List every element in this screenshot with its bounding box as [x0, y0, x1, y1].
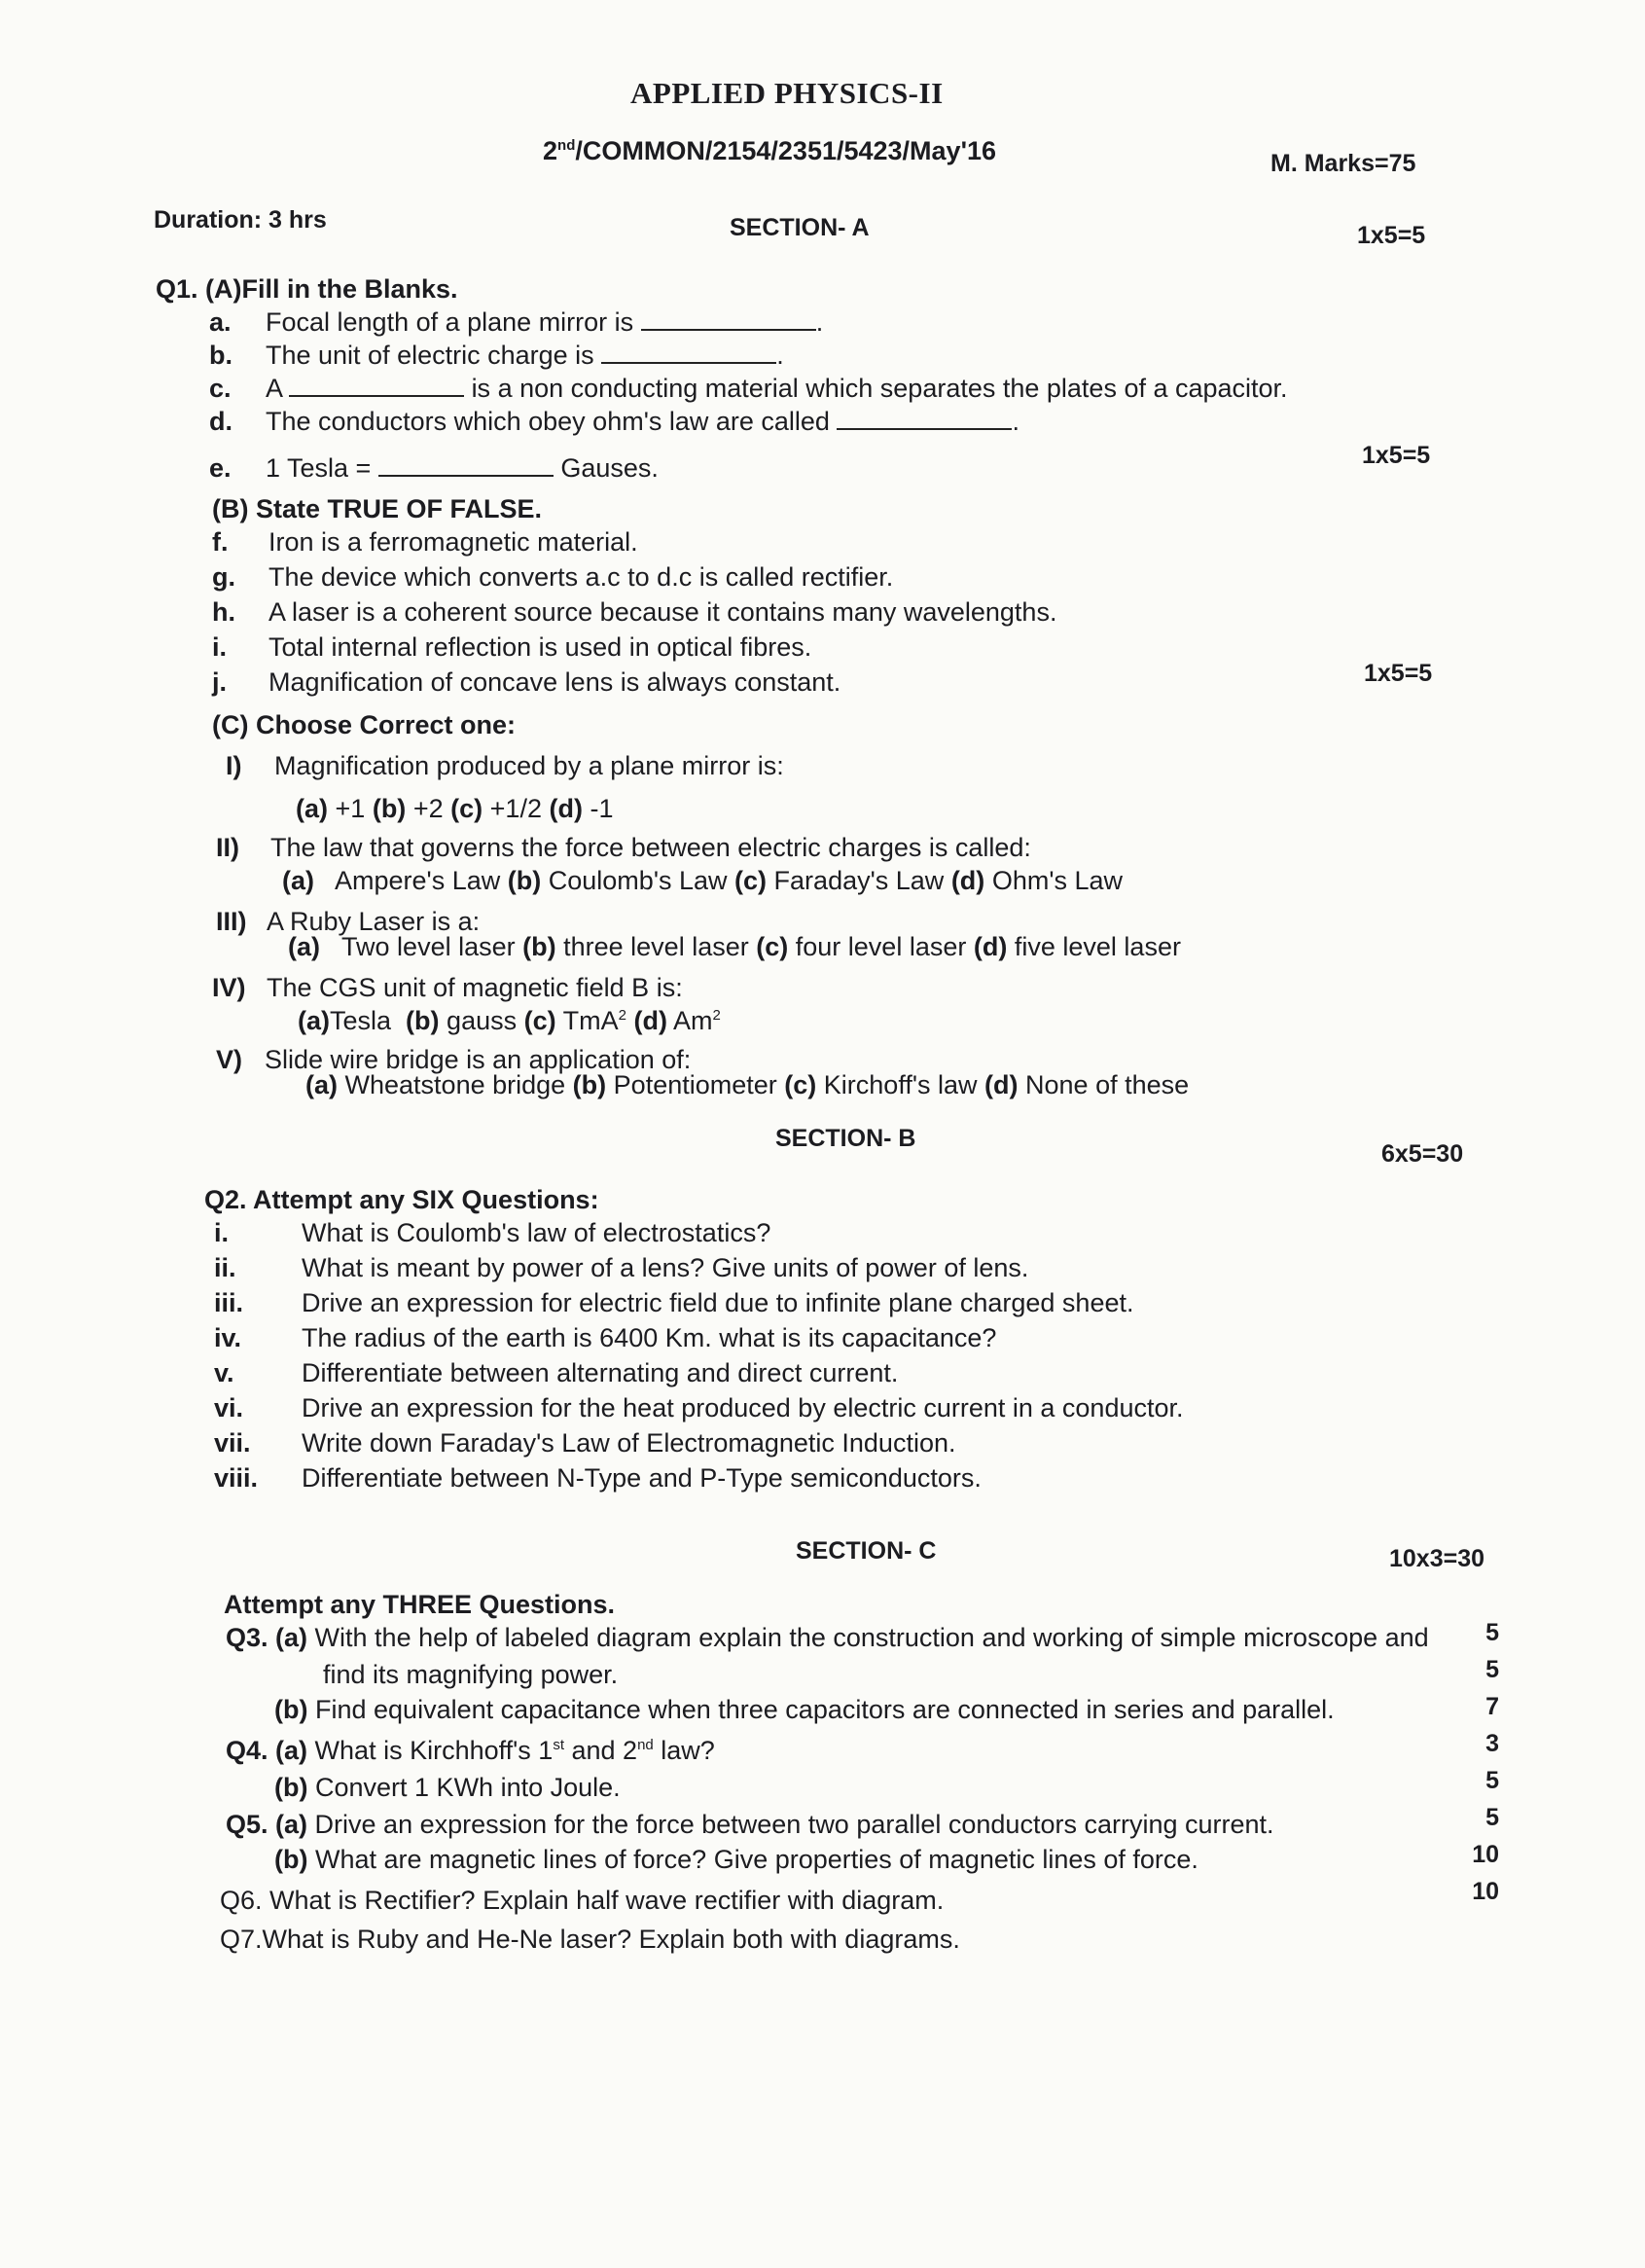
- section-b-marks: 6x5=30: [1381, 1140, 1464, 1168]
- mark-value: 7: [1485, 1693, 1499, 1720]
- q1-title: Q1. (A)Fill in the Blanks.: [156, 274, 458, 304]
- tf-item: h. A laser is a coherent source because it contains many wavelengths.: [212, 597, 1057, 627]
- q2-title: Q2. Attempt any SIX Questions:: [204, 1185, 599, 1214]
- mcq-options: (a) +1 (b) +2 (c) +1/2 (d) -1: [296, 794, 614, 823]
- mcq-options: (a) Two level laser (b) three level laser (c) four level laser (d) five level laser: [288, 932, 1181, 961]
- mark-value: 5: [1485, 1656, 1499, 1683]
- paper-title: APPLIED PHYSICS-II: [630, 76, 944, 110]
- answer-blank: [289, 394, 464, 397]
- q2-item: iv. The radius of the earth is 6400 Km. what is its capacitance?: [214, 1323, 997, 1352]
- section-c-title: SECTION- C: [796, 1537, 937, 1565]
- q2-item: viii. Differentiate between N-Type and P-Type semiconductors.: [214, 1463, 982, 1493]
- mcq-question: I) Magnification produced by a plane mirror is:: [226, 751, 784, 780]
- q2-item: ii. What is meant by power of a lens? Give units of power of lens.: [214, 1253, 1029, 1282]
- tf-item: f. Iron is a ferromagnetic material.: [212, 527, 638, 557]
- q3a: Q3. (a) With the help of labeled diagram explain the construction and working of simple microscope and: [226, 1623, 1429, 1652]
- mcq-question: IV) The CGS unit of magnetic field B is:: [212, 973, 683, 1002]
- q2-item: vi. Drive an expression for the heat produced by electric current in a conductor.: [214, 1393, 1184, 1422]
- section-a-marks-a: 1x5=5: [1357, 222, 1426, 249]
- q6: Q6. What is Rectifier? Explain half wave rectifier with diagram.: [220, 1886, 945, 1915]
- q2-item: v. Differentiate between alternating and direct current.: [214, 1358, 899, 1387]
- q4a: Q4. (a) What is Kirchhoff's 1st and 2nd law?: [226, 1736, 715, 1765]
- q3b: (b) Find equivalent capacitance when three capacitors are connected in series and parallel.: [274, 1695, 1335, 1724]
- section-a-marks-c: 1x5=5: [1364, 660, 1433, 687]
- mark-value: 5: [1485, 1767, 1499, 1794]
- section-a-title: SECTION- A: [730, 214, 870, 241]
- answer-blank: [378, 474, 554, 477]
- mcq-options: (a) Ampere's Law (b) Coulomb's Law (c) Faraday's Law (d) Ohm's Law: [282, 866, 1124, 895]
- tf-item: i. Total internal reflection is used in optical fibres.: [212, 632, 812, 662]
- q2-item: vii. Write down Faraday's Law of Electromagnetic Induction.: [214, 1428, 956, 1458]
- fill-item: e. 1 Tesla = Gauses.: [209, 453, 659, 483]
- paper-code: 2nd/COMMON/2154/2351/5423/May'16: [543, 136, 997, 165]
- max-marks: M. Marks=75: [1270, 150, 1416, 177]
- q5b: (b) What are magnetic lines of force? Give properties of magnetic lines of force.: [274, 1845, 1198, 1874]
- mcq-options: (a)Tesla (b) gauss (c) TmA$^2$ (d) Am$^2$: [298, 1006, 721, 1035]
- fill-item: c. A is a non conducting material which separates the plates of a capacitor.: [209, 374, 1288, 403]
- tf-item: g. The device which converts a.c to d.c is called rectifier.: [212, 562, 894, 592]
- section-c-marks: 10x3=30: [1389, 1545, 1485, 1572]
- q4b: (b) Convert 1 KWh into Joule.: [274, 1773, 621, 1802]
- q5a: Q5. (a) Drive an expression for the force between two parallel conductors carrying current.: [226, 1810, 1274, 1839]
- q2-item: i. What is Coulomb's law of electrostatics?: [214, 1218, 771, 1247]
- part-c-title: (C) Choose Correct one:: [212, 710, 517, 739]
- q3a-continued: find its magnifying power.: [323, 1660, 619, 1689]
- mark-value: 5: [1485, 1619, 1499, 1646]
- mark-value: 10: [1472, 1878, 1499, 1905]
- mcq-question: V) Slide wire bridge is an application of:: [216, 1045, 692, 1074]
- answer-blank: [837, 427, 1012, 430]
- answer-blank: [641, 328, 816, 331]
- mcq-options: (a) Wheatstone bridge (b) Potentiometer (c) Kirchoff's law (d) None of these: [305, 1070, 1190, 1099]
- mcq-question: III) A Ruby Laser is a:: [216, 907, 481, 936]
- duration: Duration: 3 hrs: [154, 206, 327, 234]
- answer-blank: [601, 361, 776, 364]
- fill-item: a. Focal length of a plane mirror is .: [209, 307, 824, 337]
- section-b-title: SECTION- B: [775, 1125, 916, 1152]
- q2-item: iii. Drive an expression for electric field due to infinite plane charged sheet.: [214, 1288, 1134, 1317]
- mark-value: 10: [1472, 1841, 1499, 1868]
- fill-item: b. The unit of electric charge is .: [209, 341, 784, 370]
- q7: Q7.What is Ruby and He-Ne laser? Explain both with diagrams.: [220, 1925, 960, 1954]
- part-b-title: (B) State TRUE OF FALSE.: [212, 494, 543, 523]
- mark-value: 5: [1485, 1804, 1499, 1831]
- mcq-question: II) The law that governs the force between electric charges is called:: [216, 833, 1031, 862]
- section-c-instruction: Attempt any THREE Questions.: [224, 1590, 616, 1619]
- mark-value: 3: [1485, 1730, 1499, 1757]
- fill-item: d. The conductors which obey ohm's law are called .: [209, 407, 1019, 436]
- tf-item: j. Magnification of concave lens is always constant.: [212, 667, 841, 697]
- section-a-marks-b: 1x5=5: [1362, 442, 1431, 469]
